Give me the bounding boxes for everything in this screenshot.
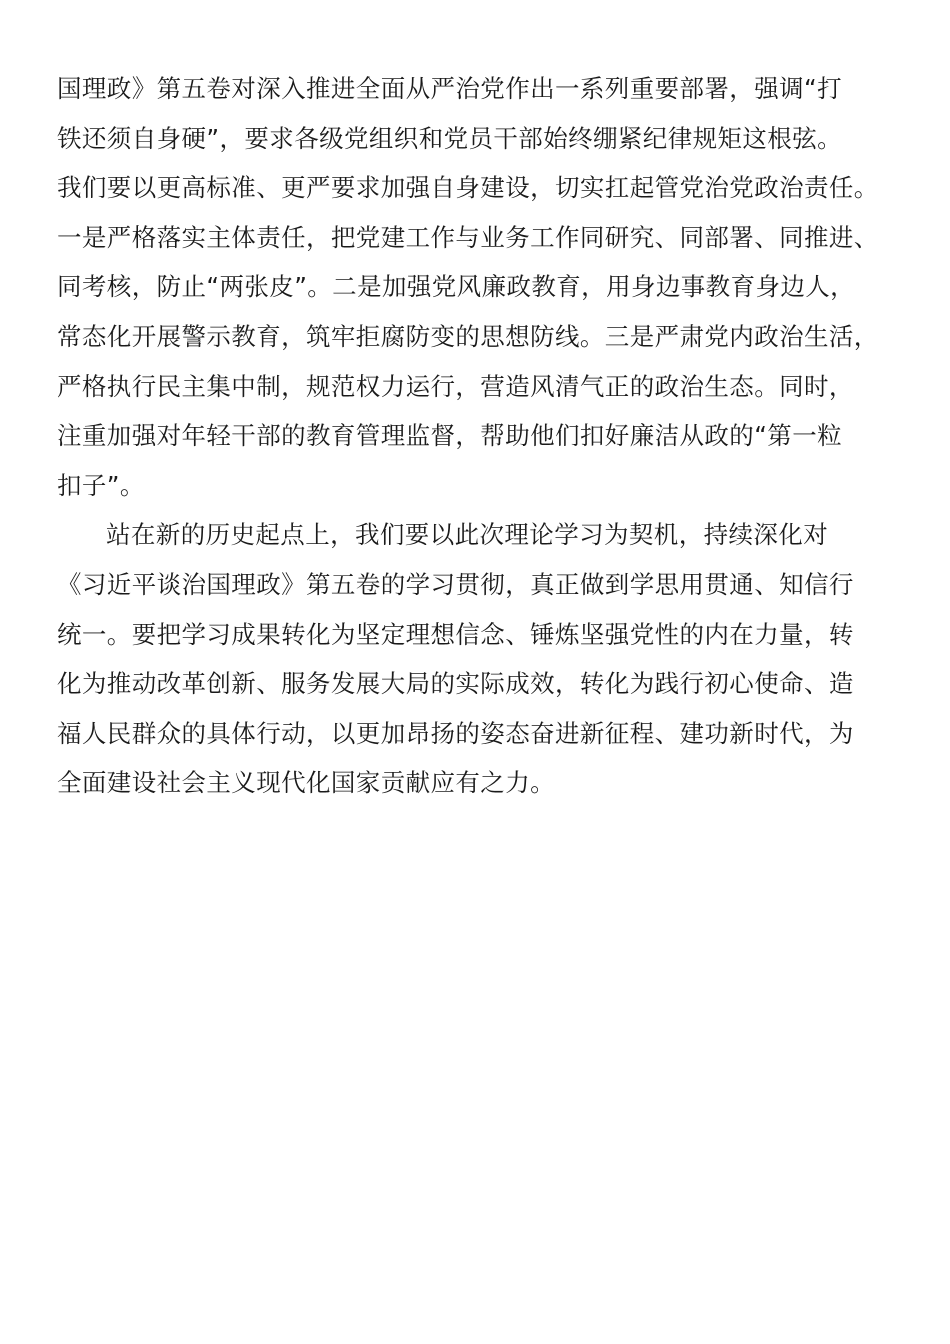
paragraph-1 bbox=[57, 64, 895, 510]
text-line: 注重加强对年轻干部的教育管理监督，帮助他们扣好廉洁从政的“第一粒 bbox=[57, 421, 842, 451]
text-line: 常态化开展警示教育，筑牢拒腐防变的思想防线。三是严肃党内政治生活， bbox=[57, 321, 879, 351]
paragraph-2 bbox=[57, 510, 895, 808]
text-line: 统一。要把学习成果转化为坚定理想信念、锤炼坚强党性的内在力量，转 bbox=[57, 619, 854, 649]
text-line: 全面建设社会主义现代化国家贡献应有之力。 bbox=[57, 768, 555, 798]
text-line: 福人民群众的具体行动，以更加昂扬的姿态奋进新征程、建功新时代，为 bbox=[57, 718, 854, 748]
text-line: 我们要以更高标准、更严要求加强自身建设，切实扛起管党治党政治责任。 bbox=[57, 173, 879, 203]
text-line: 《习近平谈治国理政》第五卷的学习贯彻，真正做到学思用贯通、知信行 bbox=[57, 569, 854, 599]
text-line: 铁还须自身硬”，要求各级党组织和党员干部始终绷紧纪律规矩这根弦。 bbox=[57, 123, 842, 153]
text-line: 同考核，防止“两张皮”。二是加强党风廉政教育，用身边事教育身边人， bbox=[57, 272, 856, 302]
text-line: 一是严格落实主体责任，把党建工作与业务工作同研究、同部署、同推进、 bbox=[57, 222, 879, 252]
text-line: 国理政》第五卷对深入推进全面从严治党作出一系列重要部署，强调“打 bbox=[57, 74, 842, 103]
document-body bbox=[57, 64, 895, 808]
text-line: 扣子”。 bbox=[57, 470, 145, 500]
text-line: 严格执行民主集中制，规范权力运行，营造风清气正的政治生态。同时， bbox=[57, 371, 854, 401]
text-line: 站在新的历史起点上，我们要以此次理论学习为契机，持续深化对 bbox=[106, 520, 829, 550]
text-line: 化为推动改革创新、服务发展大局的实际成效，转化为践行初心使命、造 bbox=[57, 669, 854, 699]
